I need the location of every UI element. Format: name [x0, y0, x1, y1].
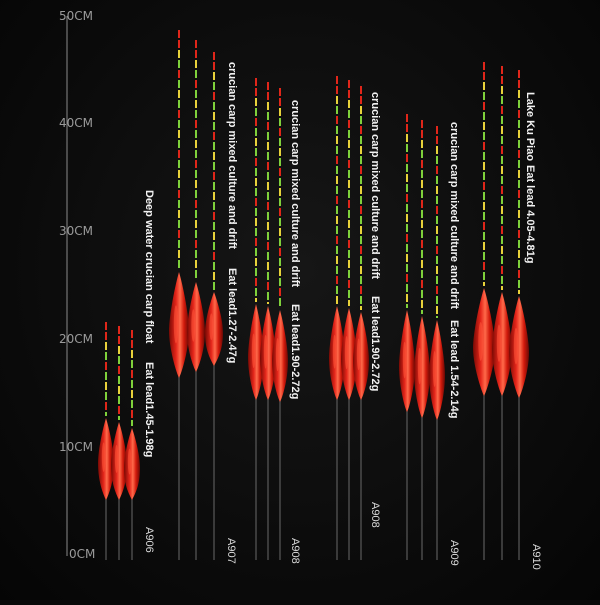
group-a907-lead: Eat lead1.27-2.47g [226, 268, 238, 364]
group-a906-description: Deep water crucian carp float [143, 190, 155, 344]
float-highlight [433, 351, 437, 387]
float-highlight [478, 322, 483, 361]
float-highlight [418, 348, 422, 385]
float-body [124, 428, 140, 500]
float-3 [124, 330, 140, 560]
float-highlight [252, 334, 256, 369]
float-highlight [102, 442, 106, 472]
ruler-label-50: 50CM [59, 9, 94, 23]
float-body [509, 296, 529, 398]
float-body [272, 310, 288, 402]
float-highlight [276, 338, 280, 371]
ruler-label-20: 20CM [59, 332, 94, 346]
group-a908b-description: crucian carp mixed culture and drift [369, 92, 381, 280]
float-highlight [209, 313, 213, 340]
float-7 [248, 78, 264, 560]
float-highlight [345, 336, 349, 369]
float-15 [429, 126, 445, 560]
float-highlight [403, 342, 407, 379]
float-highlight [128, 449, 132, 475]
group-a908-description: crucian carp mixed culture and drift [289, 100, 301, 288]
float-12 [353, 86, 369, 560]
group-a909-description: crucian carp mixed culture and drift [448, 122, 460, 310]
float-5 [187, 40, 205, 560]
float-14 [414, 120, 430, 560]
float-body [399, 310, 415, 412]
float-body [473, 288, 495, 396]
float-2 [111, 326, 127, 560]
float-9 [272, 88, 288, 560]
float-1 [98, 322, 114, 560]
group-a910-model: A910 [530, 544, 542, 570]
float-body [205, 292, 223, 366]
group-a910-lead: Eat lead 4.05-4.81g [524, 165, 536, 264]
group-a906-lead: Eat lead1.45-1.98g [143, 362, 155, 458]
group-a909-model: A909 [448, 540, 460, 566]
float-highlight [497, 324, 501, 361]
group-a908b-model: A908 [369, 502, 381, 528]
float-highlight [333, 335, 337, 369]
float-body [187, 282, 205, 372]
float-highlight [115, 445, 119, 473]
float-17 [492, 66, 512, 560]
float-6 [205, 52, 223, 560]
float-highlight [264, 335, 268, 369]
group-a908-model: A908 [289, 538, 301, 564]
ruler-label-40: 40CM [59, 116, 94, 130]
float-13 [399, 114, 415, 560]
float-4 [169, 30, 189, 560]
group-a906-model: A906 [143, 527, 155, 553]
group-a908-lead: Eat lead1.90-2.72g [289, 304, 301, 400]
group-a907-model: A907 [225, 538, 237, 564]
float-highlight [514, 328, 518, 365]
float-body [429, 320, 445, 420]
ruler-label-30: 30CM [59, 224, 94, 238]
group-a908b-lead: Eat lead1.90-2.72g [369, 296, 381, 392]
ruler-label-10: 10CM [59, 440, 94, 454]
group-a907-description: crucian carp mixed culture and drift [226, 62, 238, 250]
float-11 [341, 80, 357, 560]
float-highlight [357, 339, 361, 371]
float-body [414, 316, 430, 418]
float-8 [260, 82, 276, 560]
float-highlight [174, 305, 178, 343]
float-collection [98, 30, 529, 560]
ruler-label-0: 0CM [69, 547, 96, 561]
float-16 [473, 62, 495, 560]
group-a910-description: Lake Ku Piao [524, 92, 536, 162]
ruler-scale [59, 9, 95, 561]
float-body [492, 292, 512, 396]
float-body [169, 272, 189, 378]
group-a909-lead: Eat lead 1.54-2.14g [448, 320, 460, 419]
float-10 [329, 76, 345, 560]
float-body [353, 312, 369, 400]
float-highlight [191, 309, 195, 341]
